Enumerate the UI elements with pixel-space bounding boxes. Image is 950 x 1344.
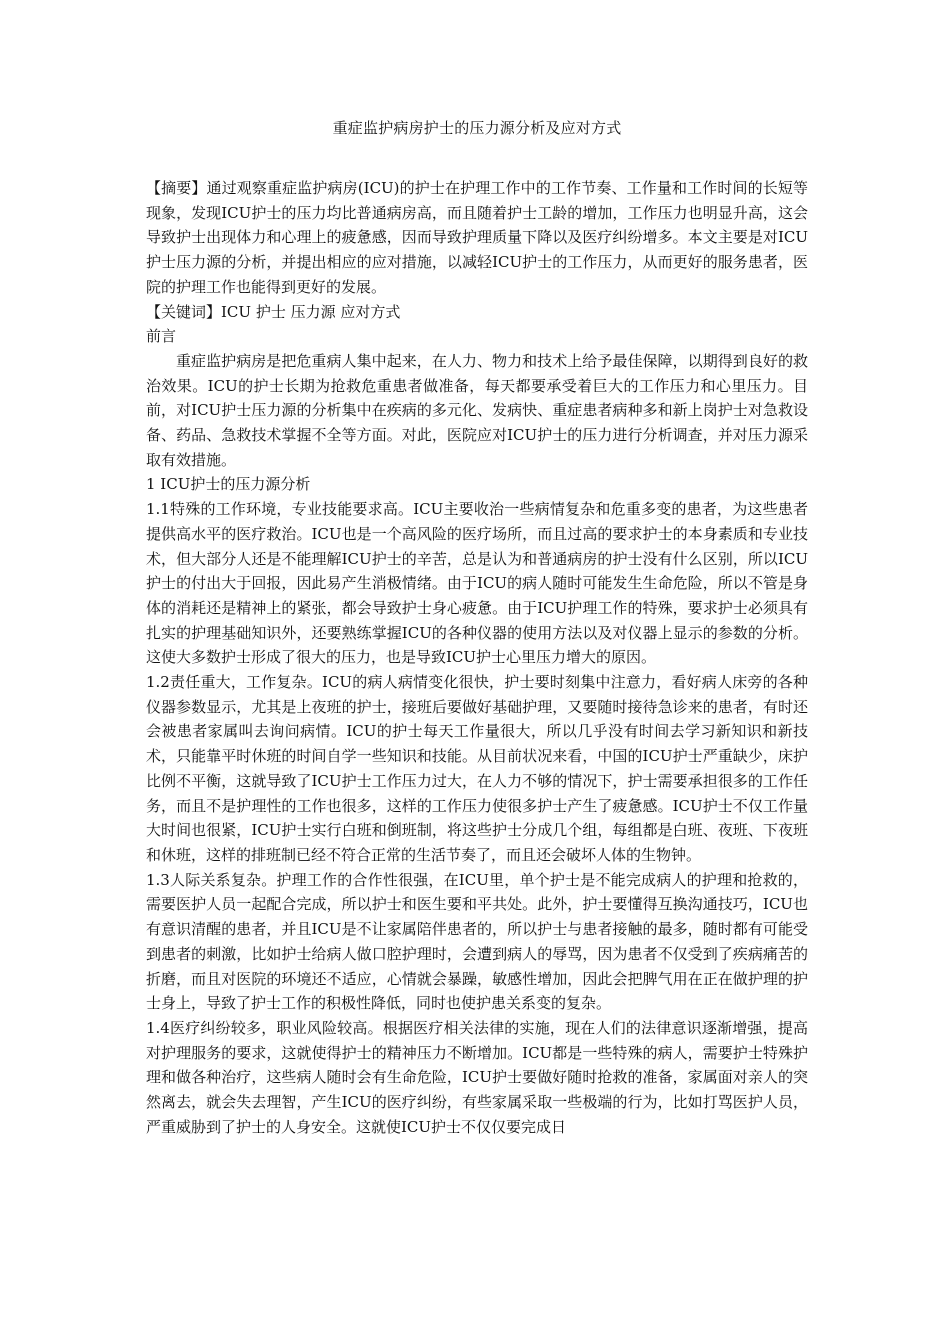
page-title: 重症监护病房护士的压力源分析及应对方式 <box>332 119 622 137</box>
section-1-2-paragraph: 1.2责任重大，工作复杂。ICU的病人病情变化很快，护士要时刻集中注意力，看好病人床旁的各种仪器参数显示，尤其是上夜班的护士，接班后要做好基础护理，又要随时接待急诊来的患者，有时还会被患者家属叫去询问病情。ICU的护士每天工作量很大，所以几乎没有时间去学习新知识和新技术，只能靠平时休班的时间自学一些知识和技能。从目前状况来看，中国的ICU护士严重缺少，床护比例不平衡，这就导致了ICU护士工作压力过大，在人力不够的情况下，护士需要承担很多的工作任务，而且不是护理性的工作也很多，这样的工作压力使很多护士产生了疲惫感。ICU护士不仅工作量大时间也很紧，ICU护士实行白班和倒班制，将这些护士分成几个组，每组都是白班、夜班、下夜班和休班，这样的排班制已经不符合正常的生活节奏了，而且还会破坏人体的生物钟。 <box>146 673 808 864</box>
document-page <box>146 118 808 1139</box>
preface-heading: 前言 <box>146 327 177 346</box>
keywords-line: 【关键词】ICU 护士 压力源 应对方式 <box>146 302 401 321</box>
section-1-4-paragraph: 1.4医疗纠纷较多，职业风险较高。根据医疗相关法律的实施，现在人们的法律意识逐渐增强，提高对护理服务的要求，这就使得护士的精神压力不断增加。ICU都是一些特殊的病人，需要护士特殊护理和做各种治疗，这些病人随时会有生命危险，ICU护士要做好随时抢救的准备，家属面对亲人的突然离去，就会失去理智，产生ICU的医疗纠纷，有些家属采取一些极端的行为，比如打骂医护人员，严重威胁到了护士的人身安全。这就使ICU护士不仅仅要完成日 <box>146 1018 808 1136</box>
section-1-3-paragraph: 1.3人际关系复杂。护理工作的合作性很强，在ICU里，单个护士是不能完成病人的护理和抢救的，需要医护人员一起配合完成，所以护士和医生要和平共处。此外，护士要懂得互换沟通技巧，ICU也有意识清醒的患者，并且ICU是不让家属陪伴患者的，所以护士与患者接触的最多，随时都有可能受到患者的刺激，比如护士给病人做口腔护理时，会遭到病人的辱骂，因为患者不仅受到了疾病痛苦的折磨，而且对医院的环境还不适应，心情就会暴躁，敏感性增加，因此会把脾气用在正在做护理的护士身上，导致了护士工作的积极性降低，同时也使护患关系变的复杂。 <box>146 870 808 1013</box>
abstract-paragraph: 【摘要】通过观察重症监护病房(ICU)的护士在护理工作中的工作节奏、工作量和工作时间的长短等现象，发现ICU护士的压力均比普通病房高，而且随着护士工龄的增加，工作压力也明显升高，这会导致护士出现体力和心理上的疲惫感，因而导致护理质量下降以及医疗纠纷增多。本文主要是对ICU护士压力源的分析，并提出相应的应对措施，以减轻ICU护士的工作压力，从而更好的服务患者，医院的护理工作也能得到更好的发展。 <box>146 179 808 296</box>
preface-paragraph: 重症监护病房是把危重病人集中起来，在人力、物力和技术上给予最佳保障，以期得到良好的救治效果。ICU的护士长期为抢救危重患者做准备，每天都要承受着巨大的工作压力和心里压力。目前，对ICU护士压力源的分析集中在疾病的多元化、发病快、重症患者病种多和新上岗护士对急救设备、药品、急救技术掌握不全等方面。对此，医院应对ICU护士的压力进行分析调查，并对压力源采取有效措施。 <box>146 351 808 469</box>
section-1-heading: 1 ICU护士的压力源分析 <box>146 475 311 494</box>
section-1-1-paragraph: 1.1特殊的工作环境，专业技能要求高。ICU主要收治一些病情复杂和危重多变的患者，为这些患者提供高水平的医疗救治。ICU也是一个高风险的医疗场所，而且过高的要求护士的本身素质和专业技术，但大部分人还是不能理解ICU护士的辛苦，总是认为和普通病房的护士没有什么区别，所以ICU护士的付出大于回报，因此易产生消极情绪。由于ICU的病人随时可能发生生命危险，所以不管是身体的消耗还是精神上的紧张，都会导致护士身心疲惫。由于ICU护理工作的特殊，要求护士必须具有扎实的护理基础知识外，还要熟练掌握ICU的各种仪器的使用方法以及对仪器上显示的参数的分析。这使大多数护士形成了很大的压力，也是导致ICU护士心里压力增大的原因。 <box>146 500 808 667</box>
